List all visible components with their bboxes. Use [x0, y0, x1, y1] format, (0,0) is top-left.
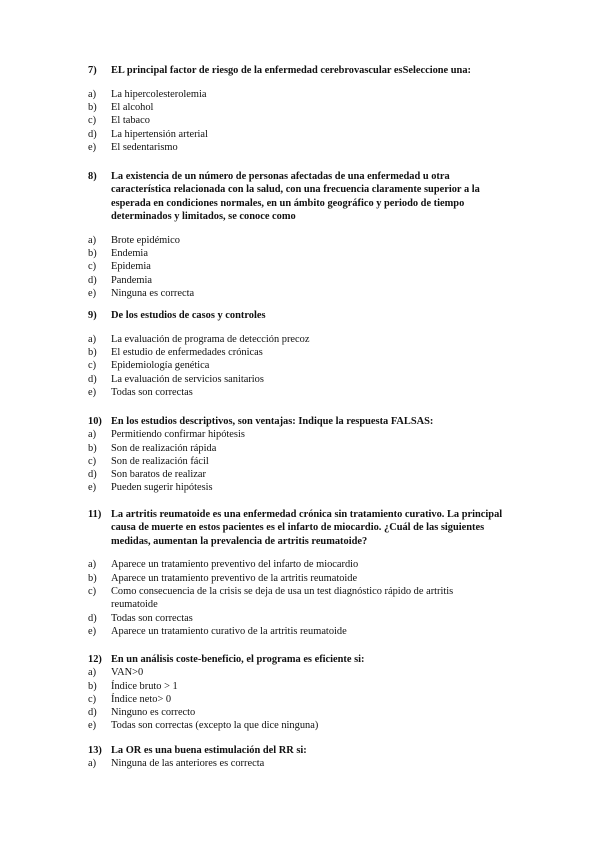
option-text: Aparece un tratamiento preventivo de la artritis reumatoide: [111, 572, 358, 584]
question-13: [0, 744, 603, 771]
question-number: 12): [88, 654, 102, 665]
option-a: [0, 757, 603, 770]
option-letter: a): [88, 667, 97, 679]
option-b: [0, 680, 603, 693]
option-a: [0, 234, 603, 247]
option-letter: a): [88, 429, 97, 441]
option-letter: c): [88, 115, 97, 127]
option-c: [0, 455, 603, 468]
option-text: Como consecuencia de la crisis se deja de usa un test diagnóstico rápido de artritis reumatoide: [111, 585, 454, 611]
option-c: [0, 585, 603, 612]
option-letter: d): [88, 128, 97, 140]
option-letter: e): [88, 287, 97, 299]
question-header: [0, 653, 603, 666]
option-letter: a): [88, 234, 97, 246]
option-text: Epidemiología genética: [111, 360, 210, 372]
option-text: El estudio de enfermedades crónicas: [111, 347, 263, 359]
option-letter: c): [88, 360, 97, 372]
option-text: Todas son correctas: [111, 612, 193, 624]
question-number: 13): [88, 745, 102, 756]
option-text: Aparece un tratamiento curativo de la artritis reumatoide: [111, 625, 347, 637]
option-letter: e): [88, 625, 97, 637]
option-text: Epidemia: [111, 261, 151, 273]
option-text: Ninguno es correcto: [111, 707, 196, 719]
option-e: [0, 625, 603, 638]
option-d: [0, 373, 603, 386]
option-letter: c): [88, 693, 97, 705]
question-12: [0, 653, 603, 733]
question-header: [0, 64, 603, 77]
option-list: [0, 333, 603, 399]
option-d: [0, 706, 603, 719]
option-b: [0, 346, 603, 359]
question-header: [0, 508, 603, 548]
option-c: [0, 114, 603, 127]
question-number: 11): [88, 509, 102, 520]
option-a: [0, 428, 603, 441]
option-c: [0, 260, 603, 273]
option-b: [0, 101, 603, 114]
option-b: [0, 442, 603, 455]
option-letter: e): [88, 482, 97, 494]
question-11: [0, 508, 603, 638]
option-letter: d): [88, 274, 97, 286]
option-a: [0, 88, 603, 101]
option-letter: b): [88, 347, 97, 359]
option-letter: b): [88, 247, 97, 259]
question-number: 9): [88, 310, 97, 321]
option-list: [0, 666, 603, 732]
option-text: Son baratos de realizar: [111, 469, 206, 481]
option-text: Brote epidémico: [111, 234, 180, 246]
question-text: La existencia de un número de personas afectadas de una enfermedad u otra característica relacionada con la salud, con una frecuencia claramente superior a la esperada en condiciones normales, en un ámbito geográfico y periodo de tiempo determinados y limitados, se conoce como: [111, 171, 480, 222]
option-letter: c): [88, 455, 97, 467]
option-list: [0, 88, 603, 154]
option-c: [0, 693, 603, 706]
question-number: 8): [88, 171, 97, 182]
option-text: La hipercolesterolemia: [111, 88, 207, 100]
option-text: Índice bruto > 1: [111, 680, 178, 692]
option-letter: e): [88, 386, 97, 398]
option-letter: a): [88, 88, 97, 100]
option-letter: d): [88, 373, 97, 385]
option-e: [0, 481, 603, 494]
option-text: Todas son correctas (excepto la que dice ninguna): [111, 720, 319, 732]
option-list: [0, 757, 603, 770]
option-letter: e): [88, 720, 97, 732]
option-text: El tabaco: [111, 115, 150, 127]
option-letter: a): [88, 333, 97, 345]
option-text: VAN>0: [111, 667, 144, 679]
option-text: Índice neto> 0: [111, 693, 172, 705]
option-d: [0, 468, 603, 481]
question-text: En los estudios descriptivos, son ventajas: Indique la respuesta FALSAS:: [111, 416, 434, 427]
option-e: [0, 719, 603, 732]
option-list: [0, 558, 603, 638]
question-text: De los estudios de casos y controles: [111, 310, 266, 321]
option-a: [0, 558, 603, 571]
question-text: La artritis reumatoide es una enfermedad crónica sin tratamiento curativo. La principal causa de muerte en estos pacientes es el infarto de miocardio. ¿Cuál de las siguientes medidas, aumentan la prevalencia de artritis reumatoide?: [111, 509, 503, 547]
question-number: 7): [88, 65, 97, 76]
question-number: 10): [88, 416, 102, 427]
option-text: Todas son correctas: [111, 386, 193, 398]
question-text: La OR es una buena estimulación del RR si:: [111, 745, 307, 756]
question-10: [0, 415, 603, 495]
option-a: [0, 333, 603, 346]
option-letter: b): [88, 442, 97, 454]
option-list: [0, 428, 603, 494]
option-letter: e): [88, 141, 97, 153]
option-letter: a): [88, 559, 97, 571]
option-b: [0, 572, 603, 585]
option-text: Ninguna de las anteriores es correcta: [111, 758, 265, 770]
option-text: Ninguna es correcta: [111, 287, 195, 299]
option-d: [0, 128, 603, 141]
question-header: [0, 309, 603, 322]
option-letter: d): [88, 707, 97, 719]
option-c: [0, 359, 603, 372]
option-text: Aparece un tratamiento preventivo del infarto de miocardio: [111, 559, 359, 571]
question-header: [0, 170, 603, 223]
option-e: [0, 141, 603, 154]
option-text: Son de realización rápida: [111, 442, 217, 454]
option-letter: b): [88, 102, 97, 114]
option-text: Pueden sugerir hipótesis: [111, 482, 213, 494]
option-letter: c): [88, 585, 97, 597]
option-d: [0, 274, 603, 287]
question-text: EL principal factor de riesgo de la enfermedad cerebrovascular esSeleccione una:: [111, 65, 471, 76]
option-text: El alcohol: [111, 102, 154, 114]
question-9: [0, 309, 603, 399]
question-header: [0, 744, 603, 757]
option-a: [0, 666, 603, 679]
question-text: En un análisis coste-beneficio, el programa es eficiente si:: [111, 654, 365, 665]
option-letter: d): [88, 612, 97, 624]
option-text: La evaluación de servicios sanitarios: [111, 373, 264, 385]
option-text: Permitiendo confirmar hipótesis: [111, 429, 245, 441]
option-b: [0, 247, 603, 260]
option-letter: b): [88, 680, 97, 692]
option-letter: d): [88, 469, 97, 481]
option-letter: c): [88, 261, 97, 273]
option-letter: b): [88, 572, 97, 584]
question-8: [0, 170, 603, 300]
option-e: [0, 287, 603, 300]
option-text: La hipertensión arterial: [111, 128, 208, 140]
option-text: Son de realización fácil: [111, 455, 209, 467]
option-text: La evaluación de programa de detección precoz: [111, 333, 310, 345]
option-text: El sedentarismo: [111, 141, 178, 153]
option-text: Pandemia: [111, 274, 152, 286]
option-e: [0, 386, 603, 399]
option-letter: a): [88, 758, 97, 770]
option-text: Endemia: [111, 247, 148, 259]
option-list: [0, 234, 603, 300]
question-header: [0, 415, 603, 428]
question-7: [0, 64, 603, 154]
option-d: [0, 612, 603, 625]
